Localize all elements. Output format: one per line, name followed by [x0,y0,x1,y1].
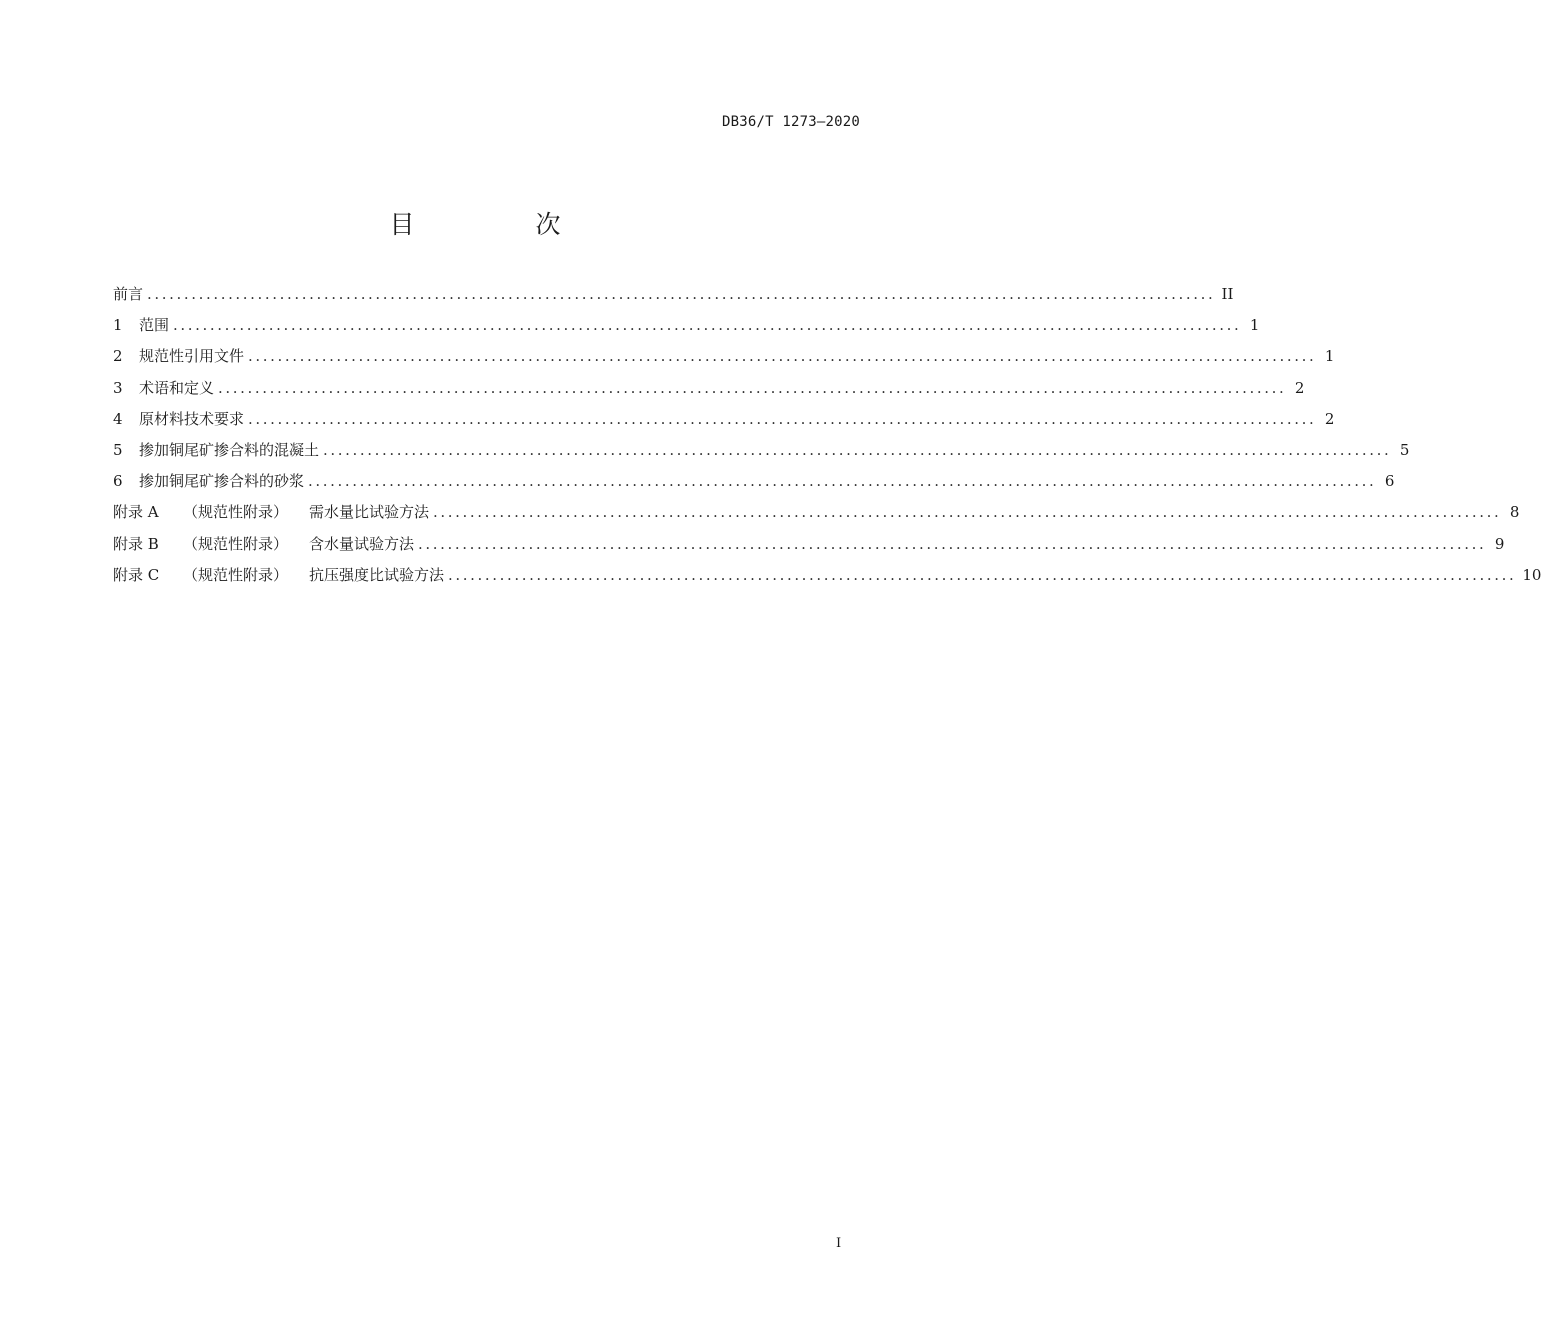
toc-entry-title: 范围 [139,316,170,335]
toc-entry-title: 规范性引用文件 [139,347,245,366]
toc-entry-mortar[interactable] [113,470,1395,501]
toc-entry-page: 2 [1324,409,1335,428]
toc-entry-normative-references[interactable] [113,345,1335,376]
toc-entry-concrete[interactable] [113,439,1410,470]
toc-entry-title: 含水量试验方法 [309,534,415,553]
document-code: DB36/T 1273—2020 [721,114,860,130]
toc-entry-appendix-label: 附录 C [113,565,160,584]
toc-entry-title: 掺加铜尾矿掺合料的砂浆 [139,472,305,491]
toc-entry-title: 前言 [113,285,144,303]
toc-entry-number: 3 [113,378,123,397]
toc-entry-page: 5 [1399,440,1410,459]
dot-leader: ................................................................................................................................................. [248,347,1317,366]
toc-entry-foreword[interactable] [113,283,1234,314]
toc-entry-raw-materials[interactable] [113,408,1335,439]
toc-entry-appendix-b[interactable] [113,533,1505,564]
toc-entry-title: 掺加铜尾矿掺合料的混凝土 [139,440,320,459]
toc-entry-appendix-type: （规范性附录） [183,565,289,584]
toc-entry-page: 1 [1249,316,1260,335]
toc-entry-title: 术语和定义 [139,378,215,397]
toc-entry-number: 4 [113,409,123,428]
dot-leader: ................................................................................................................................................. [433,503,1502,522]
toc-entry-page: 6 [1384,472,1395,491]
dot-leader: ................................................................................................................................................. [248,409,1317,428]
toc-entry-page: 10 [1522,565,1541,584]
toc-entry-appendix-type: （规范性附录） [183,503,289,522]
toc-entry-appendix-label: 附录 A [113,503,159,522]
page-number: I [836,1236,842,1251]
toc-entry-title: 需水量比试验方法 [309,503,430,522]
dot-leader: ................................................................................................................................................. [173,316,1242,335]
toc-entry-page: 2 [1294,378,1305,397]
toc-entry-number: 6 [113,472,123,491]
toc-entry-terms[interactable] [113,377,1305,408]
toc-entry-page: 1 [1324,347,1335,366]
toc-entry-scope[interactable] [113,314,1260,345]
toc-entry-appendix-type: （规范性附录） [183,534,289,553]
toc-entry-number: 5 [113,440,123,459]
dot-leader: ................................................................................................................................................. [418,534,1487,553]
toc-entry-appendix-label: 附录 B [113,534,159,553]
dot-leader: ................................................................................................................................................. [147,285,1216,303]
toc-entry-page: 8 [1509,503,1520,522]
toc-entry-page: 9 [1494,534,1505,553]
toc-entry-number: 1 [113,316,123,335]
toc-entry-title: 原材料技术要求 [139,409,245,428]
toc-entry-number: 2 [113,347,123,366]
dot-leader: ................................................................................................................................................. [218,378,1287,397]
toc-entry-page: II [1221,285,1234,303]
dot-leader: ................................................................................................................................................. [448,565,1517,584]
toc-entry-appendix-c[interactable] [113,564,1541,595]
toc-entry-title: 抗压强度比试验方法 [309,565,445,584]
toc-entry-appendix-a[interactable] [113,501,1520,532]
dot-leader: ................................................................................................................................................. [308,472,1377,491]
toc-title: 目 次 [389,210,609,239]
dot-leader: ................................................................................................................................................. [323,440,1392,459]
table-of-contents [113,283,1541,595]
